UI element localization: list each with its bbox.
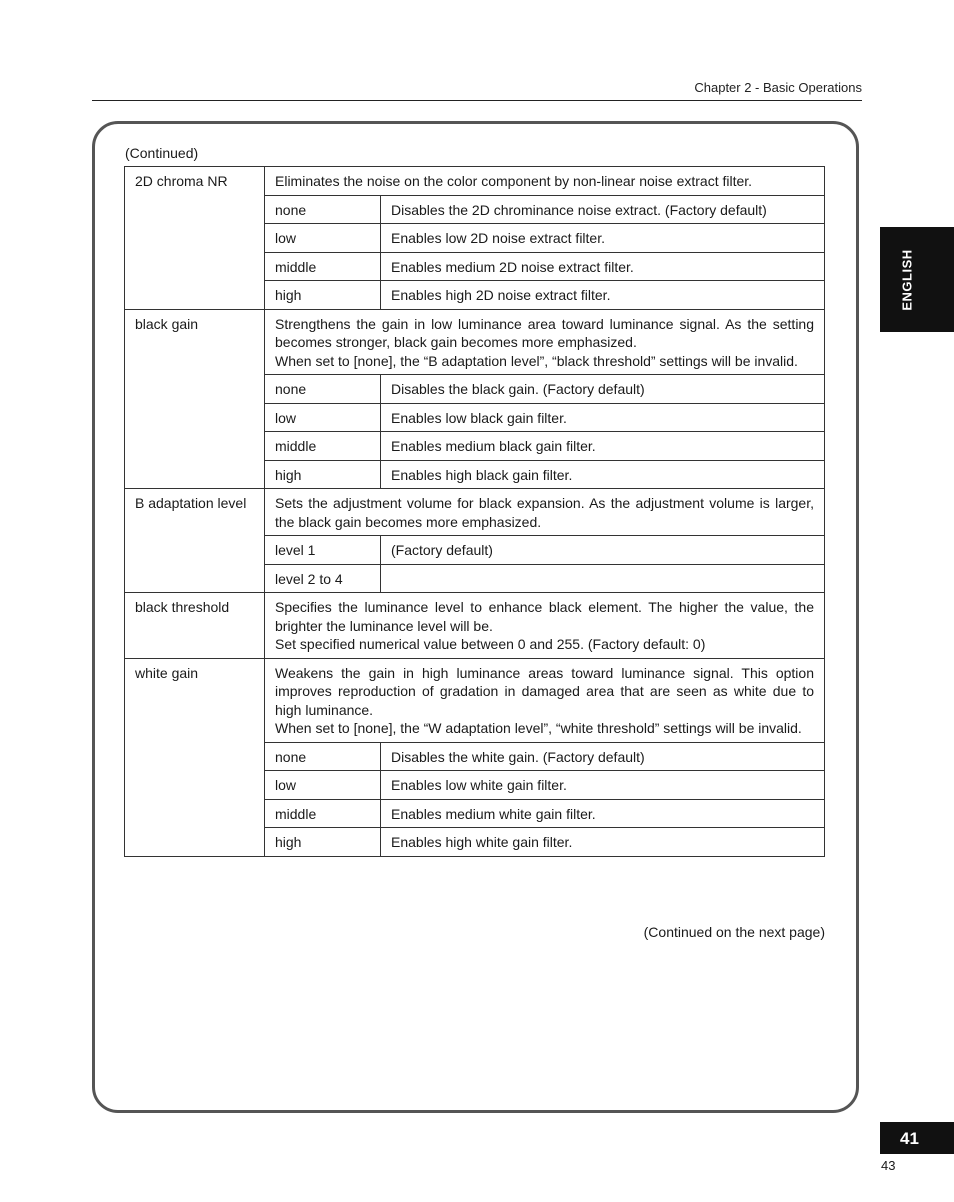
option-description xyxy=(381,564,825,593)
language-tab xyxy=(880,227,954,332)
param-description: Eliminates the noise on the color component by non-linear noise extract filter. xyxy=(265,167,825,196)
table-row xyxy=(125,167,825,196)
option-description: Enables low black gain filter. xyxy=(381,403,825,432)
param-description: Specifies the luminance level to enhance black element. The higher the value, the brighter the luminance level will be. Set specified numerical value between 0 and 255. (Factory default: 0) xyxy=(265,593,825,659)
param-description: Weakens the gain in high luminance areas toward luminance signal. This option improves reproduction of gradation in damaged area that are seen as white due to high luminance. When set to [none], the “W adaptation level”, “white threshold” settings will be invalid. xyxy=(265,658,825,742)
chapter-header: Chapter 2 - Basic Operations xyxy=(694,80,862,95)
option-name: middle xyxy=(265,799,381,828)
option-name: high xyxy=(265,828,381,857)
page-number: 41 xyxy=(900,1129,919,1148)
option-name: none xyxy=(265,375,381,404)
settings-table xyxy=(124,166,825,857)
page-number-box xyxy=(880,1122,954,1154)
continued-label: (Continued) xyxy=(125,145,199,161)
table-row xyxy=(125,489,825,536)
option-description: Enables high 2D noise extract filter. xyxy=(381,281,825,310)
language-tab-label: ENGLISH xyxy=(899,248,915,311)
option-name: none xyxy=(265,742,381,771)
option-description: Disables the 2D chrominance noise extract. (Factory default) xyxy=(381,195,825,224)
continued-next-label: (Continued on the next page) xyxy=(643,924,825,940)
option-description: Enables high black gain filter. xyxy=(381,460,825,489)
option-description: (Factory default) xyxy=(381,536,825,565)
option-description: Enables medium white gain filter. xyxy=(381,799,825,828)
option-name: high xyxy=(265,281,381,310)
option-description: Disables the white gain. (Factory default) xyxy=(381,742,825,771)
option-name: low xyxy=(265,224,381,253)
table-row xyxy=(125,309,825,375)
option-name: middle xyxy=(265,252,381,281)
option-description: Enables medium 2D noise extract filter. xyxy=(381,252,825,281)
option-name: low xyxy=(265,403,381,432)
param-name: B adaptation level xyxy=(125,489,265,593)
option-description: Enables medium black gain filter. xyxy=(381,432,825,461)
table-row xyxy=(125,593,825,659)
option-name: level 1 xyxy=(265,536,381,565)
option-name: middle xyxy=(265,432,381,461)
header-rule xyxy=(92,100,862,101)
param-name: white gain xyxy=(125,658,265,856)
param-name: black gain xyxy=(125,309,265,489)
footer-page-number: 43 xyxy=(881,1158,896,1173)
option-name: none xyxy=(265,195,381,224)
option-name: low xyxy=(265,771,381,800)
param-name: black threshold xyxy=(125,593,265,659)
param-description: Sets the adjustment volume for black expansion. As the adjustment volume is larger, the black gain becomes more emphasized. xyxy=(265,489,825,536)
option-description: Enables high white gain filter. xyxy=(381,828,825,857)
param-name: 2D chroma NR xyxy=(125,167,265,310)
option-name: high xyxy=(265,460,381,489)
option-description: Enables low white gain filter. xyxy=(381,771,825,800)
param-description: Strengthens the gain in low luminance area toward luminance signal. As the setting becomes stronger, black gain becomes more emphasized. When set to [none], the “B adaptation level”, “black threshold” settings will be invalid. xyxy=(265,309,825,375)
option-description: Enables low 2D noise extract filter. xyxy=(381,224,825,253)
table-row xyxy=(125,658,825,742)
option-name: level 2 to 4 xyxy=(265,564,381,593)
option-description: Disables the black gain. (Factory default) xyxy=(381,375,825,404)
